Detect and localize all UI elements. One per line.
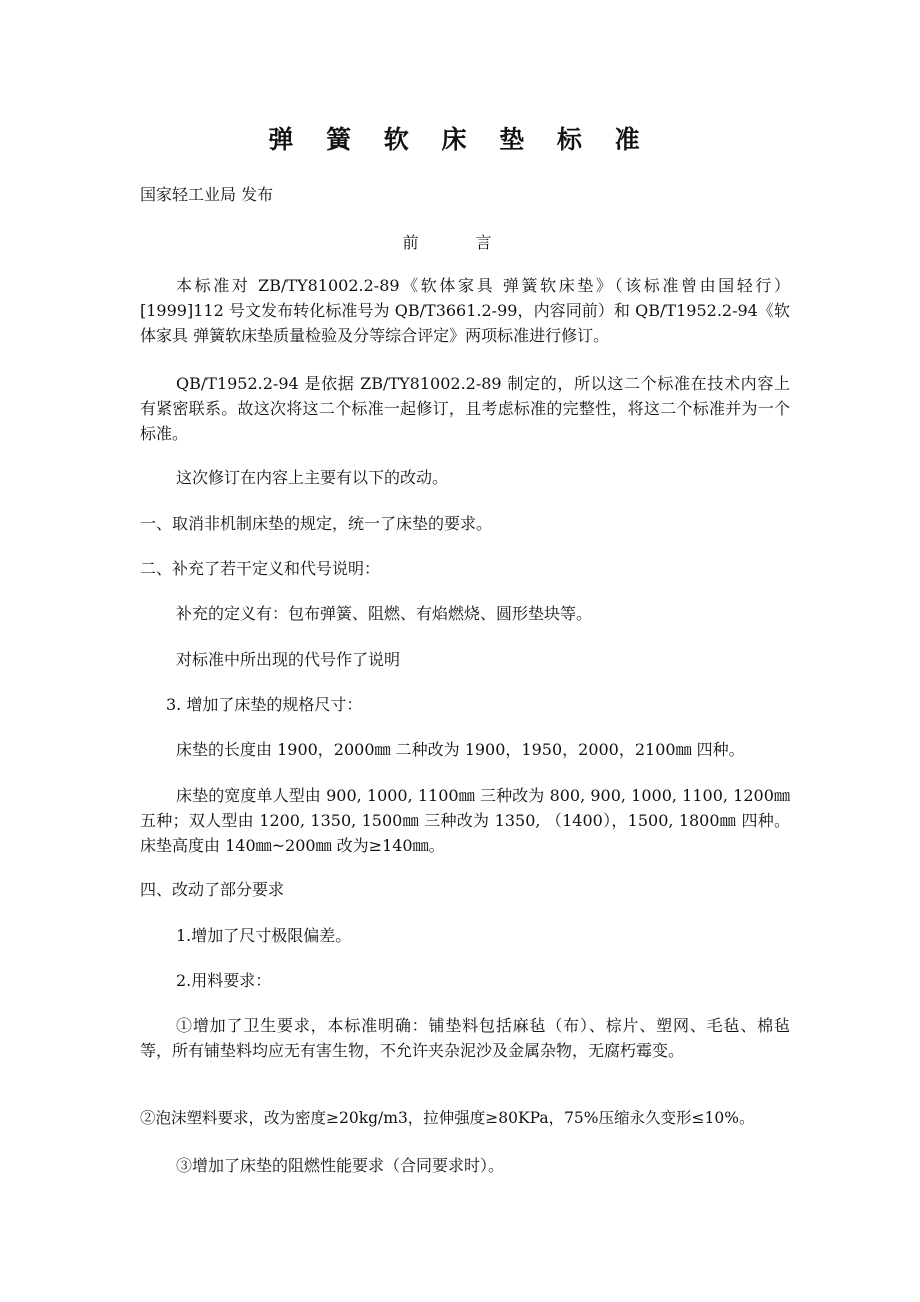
paragraph-2: QB/T1952.2-94 是依据 ZB/TY81002.2-89 制定的，所以这二个标准在技术内容上有紧密联系。故这次将这二个标准一起修订，且考虑标准的完整性，将这二个标准并为一个标准。 <box>140 374 790 443</box>
list-item-4: 四、改动了部分要求 <box>140 880 285 899</box>
foreword-heading: 前 言 <box>402 233 518 252</box>
document-title: 弹 簧 软 床 垫 标 准 <box>268 125 652 154</box>
list-item-2: 二、补充了若干定义和代号说明： <box>140 559 381 578</box>
list-item-3: 3. 增加了床垫的规格尺寸： <box>166 695 363 714</box>
list-item-4e: ③增加了床垫的阻燃性能要求（合同要求时）。 <box>176 1156 505 1175</box>
list-item-4b: 2.用料要求： <box>176 971 272 990</box>
list-item-4d: ②泡沫塑料要求，改为密度≥20kg/m3，拉伸强度≥80KPa，75%压缩永久变形≤10%。 <box>140 1109 755 1127</box>
list-item-3a: 床垫的长度由 1900，2000㎜ 二种改为 1900，1950，2000，2100㎜ 四种。 <box>176 740 745 759</box>
list-item-2a: 补充的定义有：包布弹簧、阻燃、有焰燃烧、圆形垫块等。 <box>176 604 593 623</box>
list-item-3b: 床垫的宽度单人型由 900, 1000, 1100㎜ 三种改为 800, 900, 1000, 1100, 1200㎜ 五种；双人型由 1200, 1350, 1500㎜ 三种改为 1350, （1400），1500, 1800㎜ 四种。床垫高度由 140㎜~200㎜ 改为≥140㎜。 <box>140 786 790 855</box>
list-item-1: 一、取消非机制床垫的规定，统一了床垫的要求。 <box>140 514 493 533</box>
list-item-4c: ①增加了卫生要求，本标准明确：铺垫料包括麻毡（布）、棕片、塑网、毛毡、棉毡等，所有铺垫料均应无有害生物，不允许夹杂泥沙及金属杂物，无腐朽霉变。 <box>140 1016 790 1060</box>
paragraph-3: 这次修订在内容上主要有以下的改动。 <box>176 468 449 487</box>
paragraph-1: 本标准对 ZB/TY81002.2-89《软体家具 弹簧软床垫》（该标准曾由国轻行）[1999]112 号文发布转化标准号为 QB/T3661.2-99，内容同前）和 QB/T1952.2-94《软体家具 弹簧软床垫质量检验及分等综合评定》两项标准进行修订。 <box>140 276 790 345</box>
list-item-2b: 对标准中所出现的代号作了说明 <box>176 650 401 669</box>
issuer-line: 国家轻工业局 发布 <box>140 185 274 204</box>
list-item-4a: 1.增加了尺寸极限偏差。 <box>176 926 352 945</box>
